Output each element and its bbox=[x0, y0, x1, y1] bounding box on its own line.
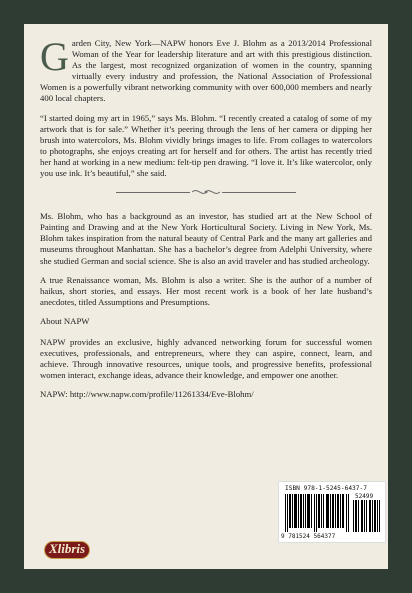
xlibris-logo bbox=[44, 540, 90, 560]
ornament-divider bbox=[40, 187, 372, 197]
isbn-barcode bbox=[278, 481, 386, 543]
barcode-bars-addon bbox=[353, 500, 380, 532]
about-heading: About NAPW bbox=[40, 315, 90, 326]
barcode-digits: 9 781524 564377 bbox=[281, 533, 336, 540]
quote-paragraph: “I started doing my art in 1965,” says Ms. Blohm. “I recently created a catalog of some of my artwork that is for sale.” Whether it’s peering through the lens of her camera or dipping her brush into watercolors, Ms. Blohm vividly brings images to life. From collages to watercolors to photographs, she enjoys creating art for herself and for others. The artist has recently tried her hand at working in a new medium: felt-tip pen drawing. “I love it. It’s like watercolor, only you use ink. It’s beautiful,” she said. bbox=[40, 112, 372, 179]
napw-link[interactable]: NAPW: http://www.napw.com/profile/11261334/Eve-Blohm/ bbox=[40, 389, 254, 400]
drop-cap: G bbox=[40, 34, 69, 79]
background-paragraph: Ms. Blohm, who has a background as an investor, has studied art at the New School of Painting and Drawing and at the New York Horticultural Society. Living in New York, Ms. Blohm takes inspiration from the natural beauty of Central Park and the many art galleries and museums throughout Manhattan. She has a bachelor’s degree from Adelphi University, where she studied German and social science. She is also an avid traveler and has studied archeology. bbox=[40, 211, 372, 266]
flourish-icon bbox=[190, 187, 222, 197]
writer-paragraph: A true Renaissance woman, Ms. Blohm is also a writer. She is the author of a number of haikus, short stories, and essays. Her most recent work is a book of her late husband’s anecdotes, titled Assumptions and Presumptions. bbox=[40, 274, 372, 307]
napw-paragraph: NAPW provides an exclusive, highly advanced networking forum for successful women executives, professionals, and entrepreneurs, where they can aspire, connect, learn, and achieve. Through innovative resources, unique tools, and progressive benefits, professional women interact, exchange ideas, advance their knowledge, and empower one another. bbox=[40, 336, 372, 381]
ornament-line-right bbox=[222, 192, 296, 193]
isbn-text: ISBN 978-1-5245-6437-7 bbox=[285, 485, 367, 492]
logo-text: Xlibris bbox=[48, 541, 86, 556]
ornament-line-left bbox=[116, 192, 190, 193]
barcode-addon-digits: 52499 bbox=[355, 493, 374, 500]
intro-paragraph bbox=[40, 34, 372, 105]
intro-paragraph-text: arden City, New York—NAPW honors Eve J. Blohm as a 2013/2014 Professional Woman of the Year for leadership literature and art with this prestigious distinction. As the largest, most recognized organization of women in the country, spanning virtually every industry and profession, the National Association of Professional Women is a powerfully vibrant networking community with over 600,000 members and nearly 400 local chapters. bbox=[40, 38, 372, 104]
barcode-bars-main bbox=[285, 494, 349, 532]
